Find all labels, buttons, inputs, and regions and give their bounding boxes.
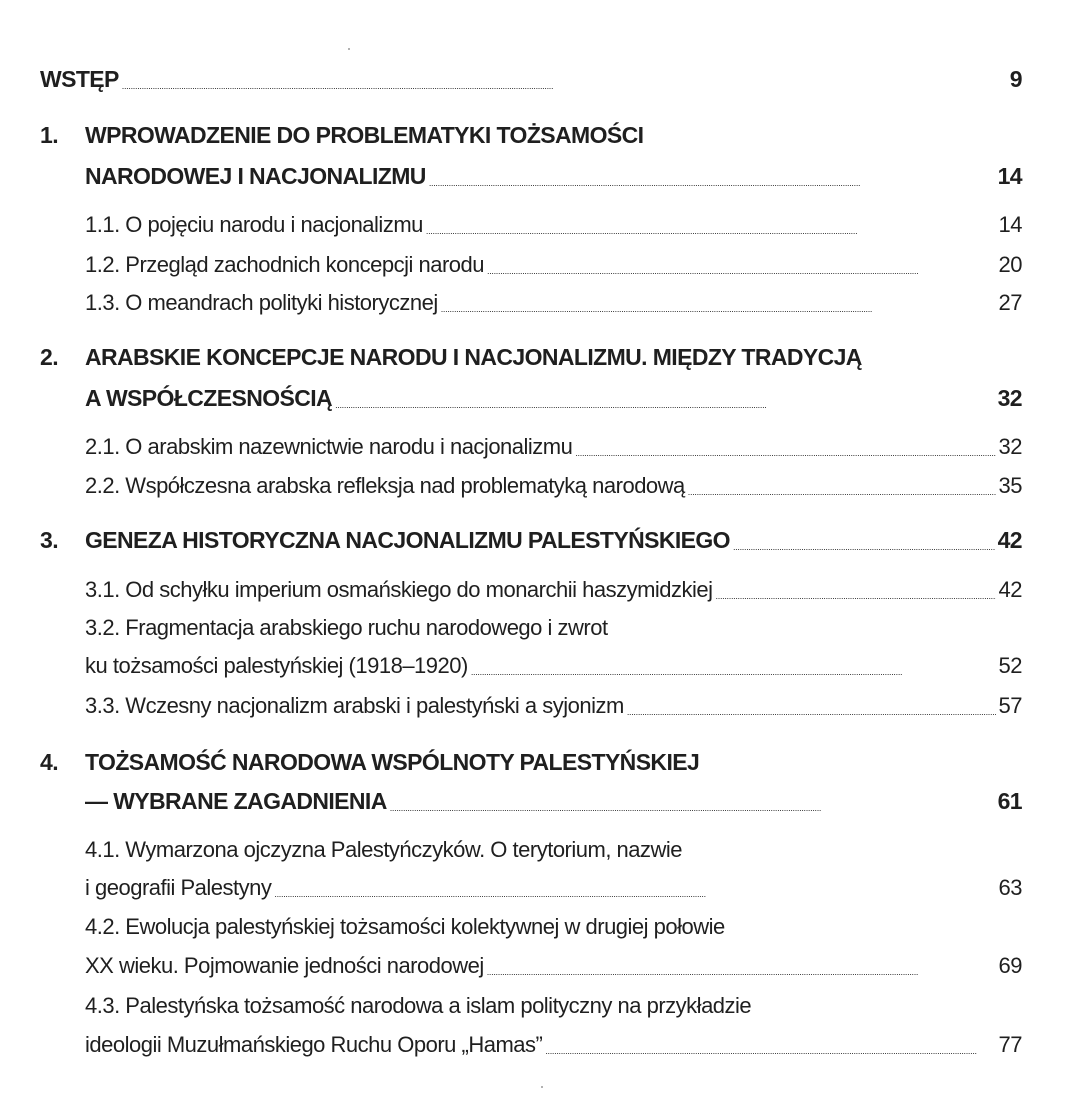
section-title: 2.1. O arabskim nazewnictwie narodu i nacjonalizmu <box>85 434 573 459</box>
dot-leader <box>471 655 996 677</box>
section-title: 4.3. Palestyńska tożsamość narodowa a islam polityczny na przykładzie <box>85 993 752 1018</box>
dot-leader <box>390 790 995 813</box>
toc-section-2-2[interactable] <box>40 473 1022 499</box>
section-page: 77 <box>998 1032 1022 1057</box>
dot-leader <box>487 955 996 977</box>
dot-leader <box>429 165 995 188</box>
toc-section-3-3[interactable] <box>40 693 1022 719</box>
chapter-page: 61 <box>997 788 1022 814</box>
chapter-1-heading-line2[interactable] <box>40 163 1022 190</box>
chapter-4-heading-line1[interactable] <box>40 749 699 776</box>
section-page: 69 <box>998 953 1022 978</box>
chapter-title: TOŻSAMOŚĆ NARODOWA WSPÓLNOTY PALESTYŃSKIEJ <box>85 749 700 775</box>
chapter-number: 1. <box>40 122 58 148</box>
dot-leader <box>575 436 995 458</box>
toc-section-4-2-line2[interactable] <box>40 953 1022 979</box>
chapter-page: 14 <box>997 163 1022 189</box>
chapter-title: GENEZA HISTORYCZNA NACJONALIZMU PALESTYŃSKIEGO <box>85 527 730 553</box>
toc-section-2-1[interactable] <box>40 434 1022 460</box>
toc-section-1-3[interactable] <box>40 290 1022 316</box>
section-title: 3.2. Fragmentacja arabskiego ruchu narodowego i zwrot <box>85 615 608 640</box>
dot-leader <box>487 254 996 276</box>
section-page: 42 <box>998 577 1022 602</box>
toc-section-1-2[interactable] <box>40 252 1022 278</box>
toc-section-4-3-line2[interactable] <box>40 1032 1022 1058</box>
toc-section-4-1-line2[interactable] <box>40 875 1022 901</box>
section-title: ku tożsamości palestyńskiej (1918–1920) <box>85 653 468 678</box>
chapter-number: 2. <box>40 344 58 370</box>
chapter-title: A WSPÓŁCZESNOŚCIĄ <box>85 385 333 411</box>
section-page: 14 <box>998 212 1022 237</box>
toc-section-3-2-line1[interactable] <box>40 615 608 641</box>
chapter-page: 42 <box>997 527 1022 553</box>
section-title: 1.1. O pojęciu narodu i nacjonalizmu <box>85 212 423 237</box>
toc-section-3-2-line2[interactable] <box>40 653 1022 679</box>
toc-section-3-1[interactable] <box>40 577 1022 603</box>
dot-leader <box>688 475 996 497</box>
section-title: 2.2. Współczesna arabska refleksja nad problematyką narodową <box>85 473 685 498</box>
section-title: 4.2. Ewolucja palestyńskiej tożsamości kolektywnej w drugiej połowie <box>85 914 725 939</box>
section-title: 1.2. Przegląd zachodnich koncepcji narodu <box>85 252 484 277</box>
dot-leader <box>274 877 995 899</box>
chapter-title: WPROWADZENIE DO PROBLEMATYKI TOŻSAMOŚCI <box>85 122 644 148</box>
section-page: 63 <box>998 875 1022 900</box>
chapter-page: 32 <box>997 385 1022 411</box>
toc-entry-page: 9 <box>1009 66 1022 92</box>
chapter-3-heading[interactable] <box>40 527 1022 554</box>
section-page: 52 <box>998 653 1022 678</box>
section-title: XX wieku. Pojmowanie jedności narodowej <box>85 953 484 978</box>
section-title: 3.1. Od schyłku imperium osmańskiego do monarchii haszymidzkiej <box>85 577 713 602</box>
dot-leader <box>441 292 996 314</box>
chapter-2-heading-line2[interactable] <box>40 385 1022 412</box>
dot-leader <box>122 68 1007 91</box>
section-page: 35 <box>998 473 1022 498</box>
section-title: 3.3. Wczesny nacjonalizm arabski i palestyński a syjonizm <box>85 693 624 718</box>
chapter-title: ARABSKIE KONCEPCJE NARODU I NACJONALIZMU. MIĘDZY TRADYCJĄ <box>85 344 862 370</box>
dot-leader <box>733 529 995 552</box>
toc-section-4-2-line1[interactable] <box>40 914 725 940</box>
scan-speck <box>348 48 350 50</box>
toc-section-4-1-line1[interactable] <box>40 837 682 863</box>
toc-entry-intro[interactable] <box>40 66 1022 93</box>
scan-speck <box>541 1086 543 1088</box>
section-title: 4.1. Wymarzona ojczyzna Palestyńczyków. O terytorium, nazwie <box>85 837 683 862</box>
chapter-2-heading-line1[interactable] <box>40 344 862 371</box>
chapter-4-heading-line2[interactable] <box>40 788 1022 815</box>
toc-section-1-1[interactable] <box>40 212 1022 238</box>
section-title: 1.3. O meandrach polityki historycznej <box>85 290 438 315</box>
section-page: 20 <box>998 252 1022 277</box>
dot-leader <box>426 214 996 236</box>
toc-entry-title: WSTĘP <box>40 66 119 92</box>
chapter-1-heading-line1[interactable] <box>40 122 643 149</box>
chapter-number: 3. <box>40 527 58 553</box>
toc-section-4-3-line1[interactable] <box>40 993 751 1019</box>
section-title: ideologii Muzułmańskiego Ruchu Oporu „Hamas” <box>85 1032 543 1057</box>
chapter-title: — WYBRANE ZAGADNIENIA <box>85 788 387 814</box>
dot-leader <box>627 695 996 717</box>
dot-leader <box>545 1034 995 1056</box>
chapter-number: 4. <box>40 749 58 775</box>
section-page: 27 <box>998 290 1022 315</box>
section-page: 57 <box>998 693 1022 718</box>
dot-leader <box>335 387 995 410</box>
dot-leader <box>716 579 996 601</box>
section-title: i geografii Palestyny <box>85 875 272 900</box>
chapter-title: NARODOWEJ I NACJONALIZMU <box>85 163 426 189</box>
section-page: 32 <box>998 434 1022 459</box>
